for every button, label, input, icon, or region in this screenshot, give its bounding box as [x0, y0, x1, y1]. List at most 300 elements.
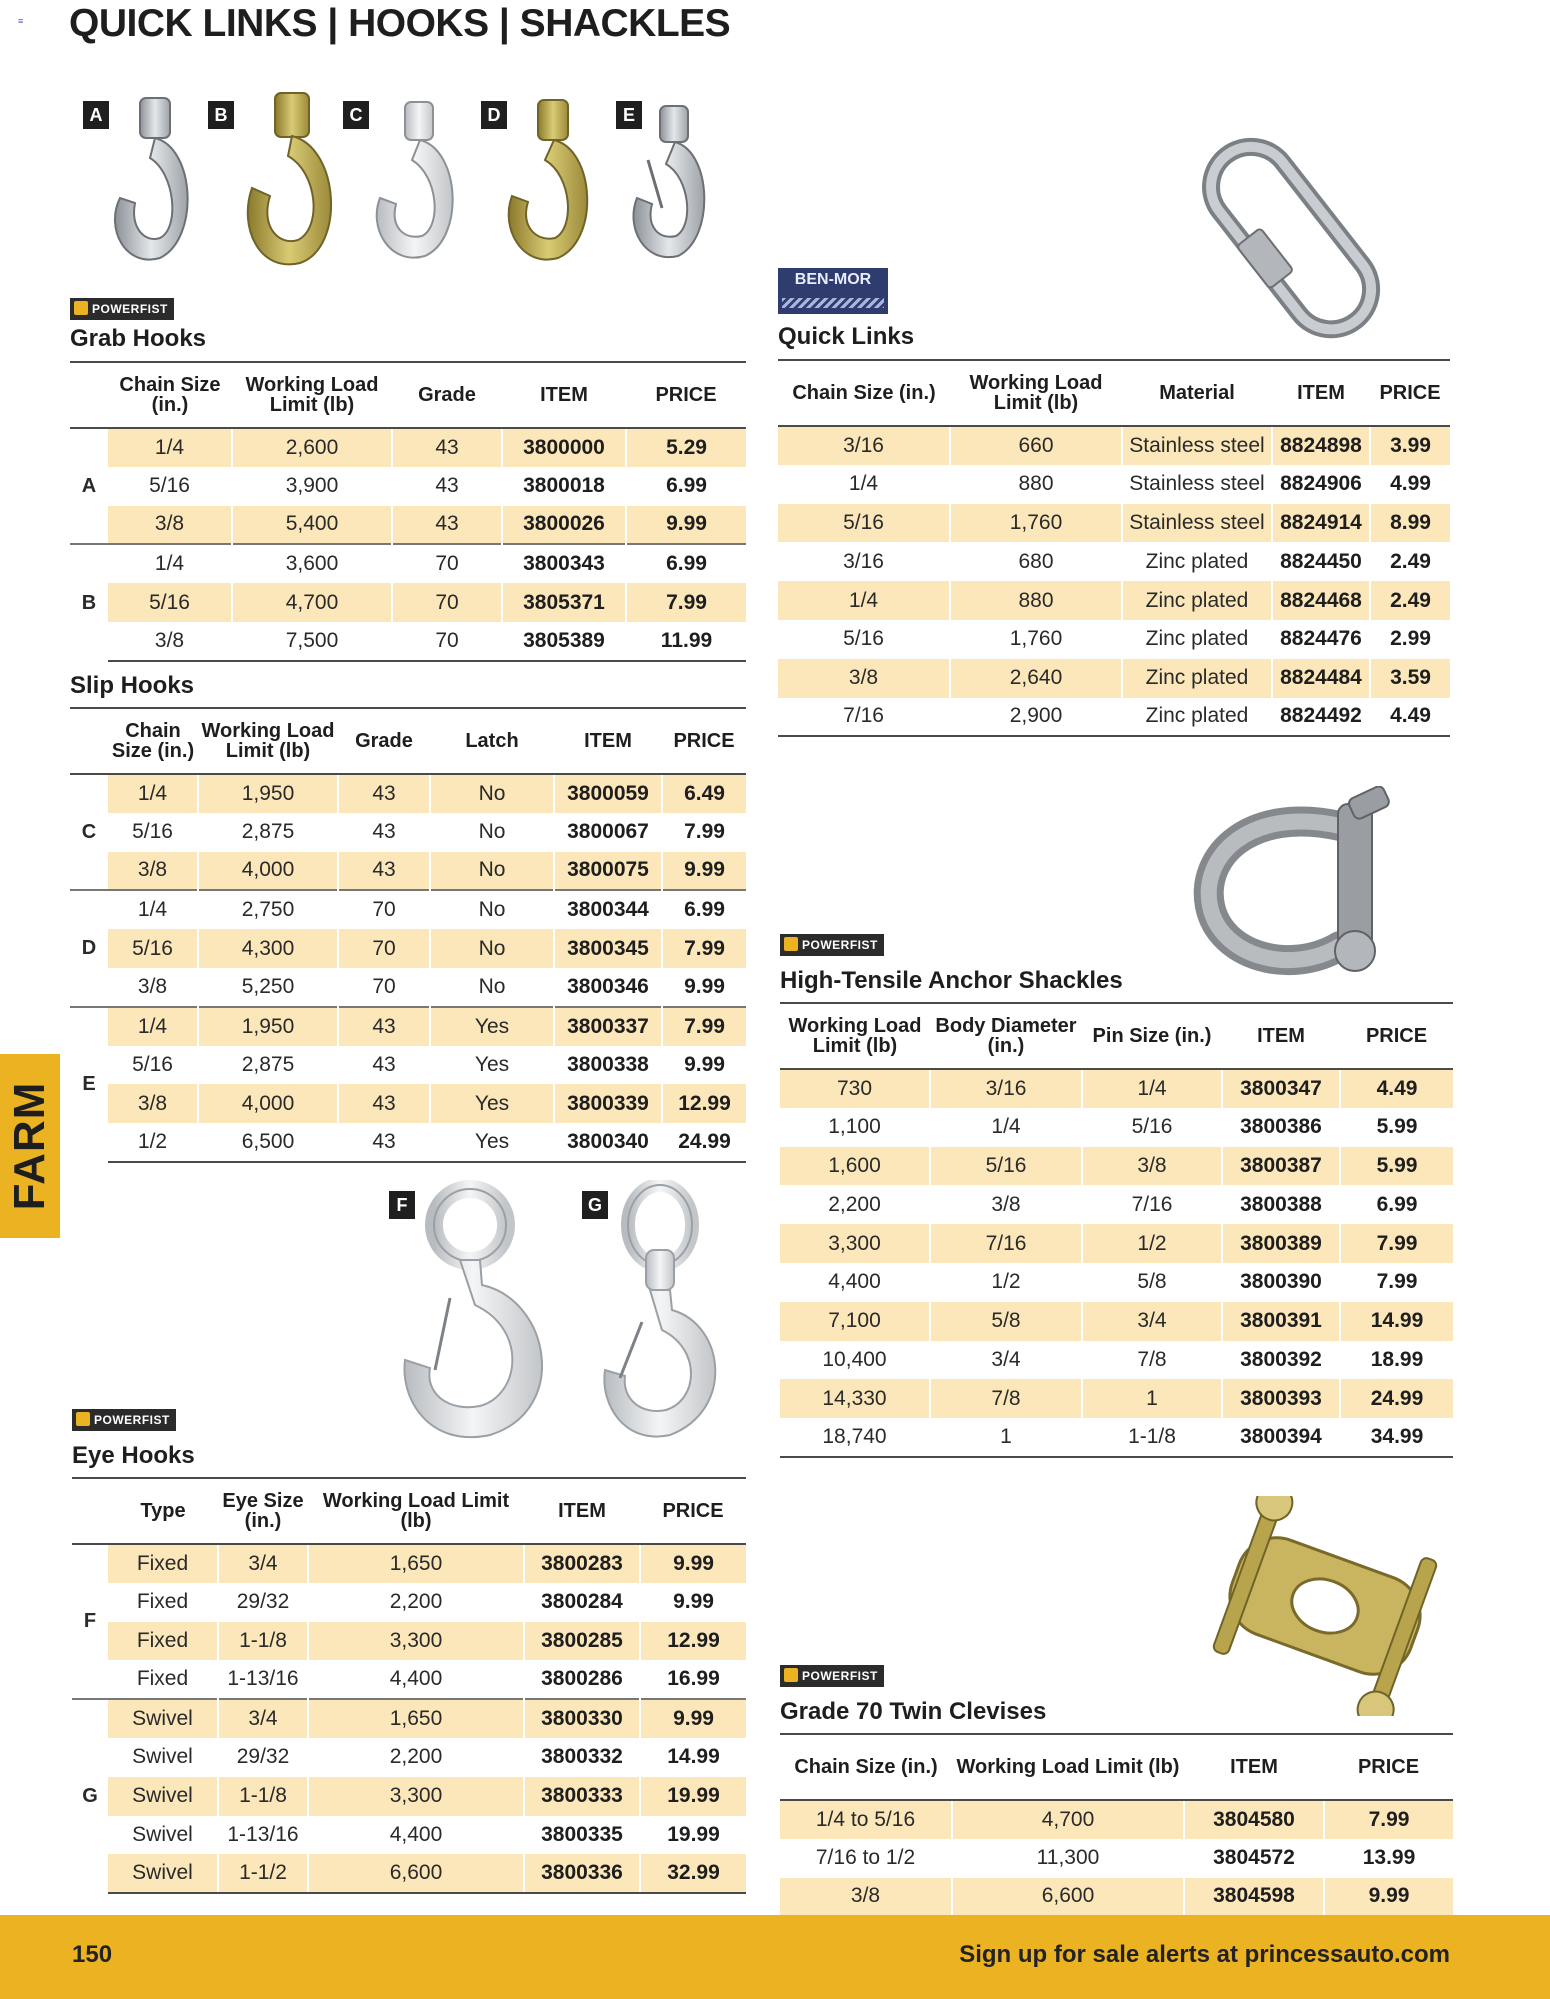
hook-a-image	[115, 98, 188, 260]
table-cell: 4,400	[828, 1270, 881, 1294]
table-cell: 8824906	[1272, 465, 1370, 504]
table-cell: 7.99	[1340, 1224, 1453, 1263]
powerfist-logo: POWERFIST	[70, 298, 174, 320]
quick-links-title: Quick Links	[778, 323, 915, 350]
table-cell: 3800338	[554, 1046, 662, 1085]
table-cell: 9.99	[640, 1544, 746, 1583]
table-header-row	[72, 1478, 746, 1544]
column-header: Latch	[430, 708, 554, 774]
column-header: Grade	[392, 362, 502, 428]
table-cell: 5/16	[108, 929, 198, 968]
table-row	[70, 506, 746, 545]
table-cell: 3800283	[524, 1544, 640, 1583]
table-cell: 3800026	[502, 506, 626, 545]
table-row	[780, 1069, 1453, 1108]
column-header: Working Load Limit (lb)	[198, 708, 338, 774]
table-cell: 3804580	[1184, 1800, 1324, 1839]
table-cell: 880	[950, 465, 1122, 504]
table-cell: Zinc plated	[1122, 698, 1272, 737]
table-cell: 10,400	[822, 1347, 887, 1371]
column-header: Pin Size (in.)	[1082, 1003, 1222, 1069]
column-header: PRICE	[662, 708, 746, 774]
table-cell: Stainless steel	[1122, 504, 1272, 543]
side-tab-label: FARM	[5, 1081, 54, 1211]
table-cell: 1/4 to 5/16	[780, 1800, 952, 1839]
table-cell: Swivel	[108, 1699, 218, 1738]
column-header: Body Diameter (in.)	[930, 1003, 1082, 1069]
table-cell: 32.99	[640, 1854, 746, 1893]
group-label: C	[70, 774, 108, 890]
table-row	[70, 1007, 746, 1046]
table-cell: 8824468	[1272, 581, 1370, 620]
table-cell: 43	[392, 506, 502, 545]
table-row	[72, 1777, 746, 1816]
table-cell: 9.99	[662, 1046, 746, 1085]
photo-label-c: C	[343, 101, 369, 129]
quick-links-table	[778, 359, 1450, 737]
table-cell: 24.99	[1340, 1379, 1453, 1418]
column-header: PRICE	[1370, 360, 1450, 426]
table-row	[778, 465, 1450, 504]
table-cell: 8824914	[1272, 504, 1370, 543]
table-cell: 1/4	[930, 1108, 1082, 1147]
table-cell: 4,700	[952, 1800, 1184, 1839]
table-cell: 43	[338, 774, 430, 813]
table-cell: 3/4	[218, 1544, 308, 1583]
table-cell: 2,875	[198, 1046, 338, 1085]
table-row	[70, 968, 746, 1007]
table-cell: 5.29	[626, 428, 746, 467]
table-cell: 1/4	[108, 1007, 198, 1046]
column-header: ITEM	[524, 1478, 640, 1544]
table-cell: 1,600	[780, 1147, 930, 1186]
group-label: G	[72, 1699, 108, 1893]
table-cell: 3800333	[524, 1777, 640, 1816]
table-cell: 3800387	[1222, 1147, 1340, 1186]
table-cell: 7.99	[626, 583, 746, 622]
group-label: A	[70, 428, 108, 544]
grab-hooks-photo	[100, 88, 750, 268]
column-header: ITEM	[554, 708, 662, 774]
table-cell: Swivel	[132, 1822, 193, 1846]
column-header: Working Load Limit (lb)	[950, 360, 1122, 426]
table-cell: 43	[338, 1007, 430, 1046]
table-cell: 2,750	[198, 890, 338, 929]
table-cell: 5/8	[1082, 1263, 1222, 1302]
group-label: E	[70, 1007, 108, 1162]
table-cell: 43	[338, 852, 430, 891]
table-cell: 4,400	[308, 1816, 524, 1855]
table-cell: 18.99	[1340, 1341, 1453, 1380]
table-row	[70, 890, 746, 929]
table-cell: 3.99	[1370, 426, 1450, 465]
powerfist-logo: POWERFIST	[72, 1409, 176, 1431]
table-cell: Zinc plated	[1122, 659, 1272, 698]
table-cell: 4.99	[1370, 465, 1450, 504]
table-cell: 1/4	[108, 544, 232, 583]
table-cell: 1	[1082, 1379, 1222, 1418]
table-cell: 4,300	[198, 929, 338, 968]
column-header: ITEM	[1184, 1734, 1324, 1800]
table-cell: 43	[392, 428, 502, 467]
grab-hooks-title: Grab Hooks	[70, 325, 207, 352]
table-row	[780, 1108, 1453, 1147]
table-cell: 7/16	[1082, 1185, 1222, 1224]
table-cell: 3800075	[554, 852, 662, 891]
eye-hooks-table	[72, 1477, 746, 1894]
table-header-row	[780, 1734, 1453, 1800]
twin-clevises-table	[780, 1733, 1453, 1917]
table-cell: 3/8	[778, 659, 950, 698]
column-header: ITEM	[1222, 1003, 1340, 1069]
table-cell: Swivel	[108, 1777, 218, 1816]
table-cell: 14.99	[640, 1738, 746, 1777]
table-cell: 660	[950, 426, 1122, 465]
table-cell: 29/32	[218, 1583, 308, 1622]
table-cell: 2,875	[198, 813, 338, 852]
table-cell: 7,100	[780, 1302, 930, 1341]
column-header: Chain Size (in.)	[108, 708, 198, 774]
column-header: Material	[1122, 360, 1272, 426]
table-cell: 3800389	[1222, 1224, 1340, 1263]
table-cell: 5/16	[1082, 1108, 1222, 1147]
table-cell: 2.49	[1370, 581, 1450, 620]
column-header	[70, 362, 108, 428]
table-cell: 5/16	[132, 1052, 173, 1076]
table-cell: 1/4	[778, 581, 950, 620]
table-cell: 2,200	[308, 1738, 524, 1777]
table-cell: 9.99	[662, 852, 746, 891]
table-row	[70, 544, 746, 583]
twin-clevises-title: Grade 70 Twin Clevises	[780, 1698, 1047, 1725]
table-cell: 3/8	[1082, 1147, 1222, 1186]
photo-label-g: G	[582, 1191, 608, 1219]
table-cell: 3800337	[554, 1007, 662, 1046]
hook-d-image	[509, 100, 588, 260]
table-cell: 9.99	[1324, 1878, 1453, 1917]
table-cell: 3800393	[1222, 1379, 1340, 1418]
table-cell: 3800340	[554, 1123, 662, 1162]
table-cell: Zinc plated	[1122, 581, 1272, 620]
table-cell: 9.99	[662, 968, 746, 1007]
benmor-logo: BEN-MOR	[778, 268, 888, 314]
table-cell: 6.99	[662, 890, 746, 929]
table-row	[780, 1878, 1453, 1917]
table-cell: 1,950	[198, 774, 338, 813]
table-cell: 1,760	[950, 620, 1122, 659]
table-row	[780, 1185, 1453, 1224]
table-cell: 5/16	[149, 474, 190, 498]
table-cell: Fixed	[136, 1590, 189, 1614]
table-cell: 4,400	[308, 1660, 524, 1699]
column-header: PRICE	[626, 362, 746, 428]
hook-e-image	[633, 106, 704, 257]
table-cell: 4,000	[198, 1084, 338, 1123]
table-cell: 3800286	[524, 1660, 640, 1699]
table-cell: 3800343	[502, 544, 626, 583]
photo-label-e: E	[616, 101, 642, 129]
table-cell: 8824450	[1272, 542, 1370, 581]
table-cell: Yes	[430, 1046, 554, 1085]
table-cell: Yes	[430, 1007, 554, 1046]
table-row	[70, 1084, 746, 1123]
table-cell: 3800000	[502, 428, 626, 467]
table-cell: Zinc plated	[1122, 620, 1272, 659]
column-header: Chain Size (in.)	[780, 1734, 952, 1800]
eye-hooks-title: Eye Hooks	[72, 1442, 195, 1469]
table-cell: 4.49	[1370, 698, 1450, 737]
table-cell: 3804598	[1184, 1878, 1324, 1917]
table-cell: 3/8	[108, 852, 198, 891]
table-cell: 1-1/2	[218, 1854, 308, 1893]
table-cell: 11,300	[952, 1839, 1184, 1878]
table-header-row	[780, 1003, 1453, 1069]
table-cell: 3.59	[1370, 659, 1450, 698]
table-row	[70, 1046, 746, 1085]
page-title: QUICK LINKS | HOOKS | SHACKLES	[69, 2, 731, 45]
table-cell: 5/8	[930, 1302, 1082, 1341]
table-cell: 2,900	[950, 698, 1122, 737]
photo-label-a: A	[83, 101, 109, 129]
anchor-shackles-title: High-Tensile Anchor Shackles	[780, 967, 1123, 994]
powerfist-logo: POWERFIST	[780, 934, 884, 956]
table-cell: 6.49	[662, 774, 746, 813]
table-cell: 43	[338, 813, 430, 852]
table-cell: 3/8	[108, 622, 232, 661]
eye-hook-fixed-image	[404, 1189, 542, 1437]
table-cell: 3/16	[778, 426, 950, 465]
table-cell: 4.49	[1340, 1069, 1453, 1108]
table-cell: 3800394	[1222, 1418, 1340, 1457]
table-row	[72, 1583, 746, 1622]
table-cell: 6.99	[626, 544, 746, 583]
table-cell: Stainless steel	[1122, 426, 1272, 465]
corner-mark: ≡	[18, 16, 24, 26]
grab-hooks-table	[70, 361, 746, 662]
table-cell: 3800067	[554, 813, 662, 852]
table-cell: 5,400	[232, 506, 392, 545]
table-cell: 3/8	[780, 1878, 952, 1917]
table-row	[780, 1341, 1453, 1380]
hook-c-image	[377, 102, 453, 258]
table-cell: 3,300	[308, 1622, 524, 1661]
table-cell: 7,500	[232, 622, 392, 661]
table-cell: 3800345	[554, 929, 662, 968]
table-cell: 730	[780, 1069, 930, 1108]
table-cell: 3,300	[780, 1224, 930, 1263]
table-cell: 70	[338, 929, 430, 968]
table-cell: 680	[950, 542, 1122, 581]
hook-b-image	[248, 93, 331, 264]
table-cell: 6.99	[1340, 1185, 1453, 1224]
table-cell: 6,500	[198, 1123, 338, 1162]
table-cell: 5/16	[132, 820, 173, 844]
column-header: Eye Size (in.)	[218, 1478, 308, 1544]
table-cell: 3800285	[524, 1622, 640, 1661]
table-cell: 1/4	[108, 890, 198, 929]
table-cell: 1,760	[950, 504, 1122, 543]
table-row	[778, 698, 1450, 737]
table-cell: 18,740	[780, 1418, 930, 1457]
table-cell: 9.99	[640, 1583, 746, 1622]
table-cell: Yes	[430, 1084, 554, 1123]
table-cell: 8824484	[1272, 659, 1370, 698]
table-row	[780, 1839, 1453, 1878]
table-cell: 1,650	[308, 1699, 524, 1738]
table-row	[780, 1147, 1453, 1186]
table-row	[780, 1224, 1453, 1263]
table-row	[780, 1302, 1453, 1341]
table-cell: 7.99	[1340, 1263, 1453, 1302]
photo-label-f: F	[389, 1191, 415, 1219]
table-cell: 2,600	[232, 428, 392, 467]
category-side-tab[interactable]	[0, 1054, 60, 1238]
table-row	[780, 1379, 1453, 1418]
table-cell: 70	[392, 583, 502, 622]
column-header	[70, 708, 108, 774]
table-cell: 880	[950, 581, 1122, 620]
table-cell: 5/16	[930, 1147, 1082, 1186]
table-cell: 7/16	[778, 698, 950, 737]
table-cell: 2,200	[308, 1583, 524, 1622]
table-row	[72, 1660, 746, 1699]
table-row	[778, 504, 1450, 543]
column-header: PRICE	[1340, 1003, 1453, 1069]
table-cell: 3/8	[930, 1185, 1082, 1224]
table-cell: 8824492	[1272, 698, 1370, 737]
table-cell: 29/32	[218, 1738, 308, 1777]
table-cell: Fixed	[136, 1667, 189, 1691]
table-cell: 13.99	[1324, 1839, 1453, 1878]
table-row	[70, 929, 746, 968]
table-cell: 5/16	[843, 627, 884, 651]
table-cell: 1,650	[308, 1544, 524, 1583]
table-cell: 3/16	[843, 549, 884, 573]
table-cell: 1/2	[1082, 1224, 1222, 1263]
table-row	[778, 581, 1450, 620]
table-row	[70, 428, 746, 467]
table-row	[70, 1123, 746, 1162]
table-cell: 7.99	[662, 929, 746, 968]
table-cell: 7.99	[662, 1007, 746, 1046]
table-cell: 3,900	[232, 467, 392, 506]
table-cell: 3/8	[137, 974, 168, 998]
footer-bar	[0, 1915, 1550, 1999]
table-cell: 3/16	[930, 1069, 1082, 1108]
eye-hooks-photo	[380, 1180, 750, 1450]
table-cell: 5.99	[1340, 1108, 1453, 1147]
table-cell: 70	[392, 544, 502, 583]
table-cell: 3800330	[524, 1699, 640, 1738]
table-cell: 24.99	[662, 1123, 746, 1162]
table-cell: 7.99	[1324, 1800, 1453, 1839]
table-cell: 43	[338, 1084, 430, 1123]
table-cell: Zinc plated	[1122, 542, 1272, 581]
table-cell: 3800018	[502, 467, 626, 506]
table-cell: No	[430, 813, 554, 852]
slip-hooks-title: Slip Hooks	[70, 672, 195, 699]
table-cell: 3,300	[308, 1777, 524, 1816]
column-header: Working Load Limit (lb)	[232, 362, 392, 428]
anchor-shackles-table	[780, 1002, 1453, 1458]
table-cell: 1-1/8	[218, 1777, 308, 1816]
table-cell: 11.99	[626, 622, 746, 661]
table-cell: 5,250	[198, 968, 338, 1007]
table-cell: 3/8	[108, 1084, 198, 1123]
table-cell: 3805389	[502, 622, 626, 661]
table-row	[72, 1544, 746, 1583]
table-cell: 12.99	[662, 1084, 746, 1123]
table-cell: Yes	[430, 1123, 554, 1162]
table-cell: 6,600	[308, 1854, 524, 1893]
column-header: PRICE	[1324, 1734, 1453, 1800]
table-cell: Stainless steel	[1122, 465, 1272, 504]
table-row	[72, 1816, 746, 1855]
column-header	[72, 1478, 108, 1544]
table-cell: 3,600	[232, 544, 392, 583]
group-label: F	[72, 1544, 108, 1699]
table-cell: 7/16 to 1/2	[815, 1846, 916, 1870]
powerfist-logo: POWERFIST	[780, 1665, 884, 1687]
column-header: Chain Size (in.)	[108, 362, 232, 428]
table-cell: 1-13/16	[218, 1816, 308, 1855]
table-cell: 1/4	[108, 428, 232, 467]
table-cell: No	[430, 929, 554, 968]
photo-label-b: B	[208, 101, 234, 129]
table-row	[72, 1699, 746, 1738]
table-cell: No	[430, 968, 554, 1007]
table-cell: 3800347	[1222, 1069, 1340, 1108]
table-header-row	[70, 708, 746, 774]
eye-hook-swivel-image	[604, 1185, 715, 1437]
table-cell: 2.49	[1370, 542, 1450, 581]
table-cell: No	[430, 852, 554, 891]
table-row	[72, 1622, 746, 1661]
table-cell: 3800386	[1222, 1108, 1340, 1147]
table-cell: 70	[338, 968, 430, 1007]
sale-alerts-link[interactable]: Sign up for sale alerts at princessauto.com	[959, 1941, 1450, 1968]
table-cell: 3805371	[502, 583, 626, 622]
table-cell: 3/4	[218, 1699, 308, 1738]
table-cell: No	[430, 774, 554, 813]
column-header: ITEM	[1272, 360, 1370, 426]
table-cell: Fixed	[108, 1544, 218, 1583]
table-cell: No	[430, 890, 554, 929]
anchor-shackle-photo	[1190, 786, 1430, 986]
table-cell: 7/8	[930, 1379, 1082, 1418]
table-cell: 1,100	[828, 1115, 881, 1139]
table-cell: 8824898	[1272, 426, 1370, 465]
table-cell: 19.99	[640, 1816, 746, 1855]
table-header-row	[778, 360, 1450, 426]
table-cell: 7/16	[930, 1224, 1082, 1263]
table-cell: 4,700	[232, 583, 392, 622]
table-cell: 5.99	[1340, 1147, 1453, 1186]
column-header: Chain Size (in.)	[778, 360, 950, 426]
table-cell: 7.99	[662, 813, 746, 852]
table-cell: 3800391	[1222, 1302, 1340, 1341]
table-cell: 2,640	[950, 659, 1122, 698]
table-cell: 3800388	[1222, 1185, 1340, 1224]
table-cell: Fixed	[108, 1622, 218, 1661]
table-cell: 3/8	[108, 506, 232, 545]
table-cell: 1	[930, 1418, 1082, 1457]
table-row	[778, 426, 1450, 465]
table-cell: 3800336	[524, 1854, 640, 1893]
column-header: Grade	[338, 708, 430, 774]
table-cell: 3/4	[1082, 1302, 1222, 1341]
table-cell: 2.99	[1370, 620, 1450, 659]
